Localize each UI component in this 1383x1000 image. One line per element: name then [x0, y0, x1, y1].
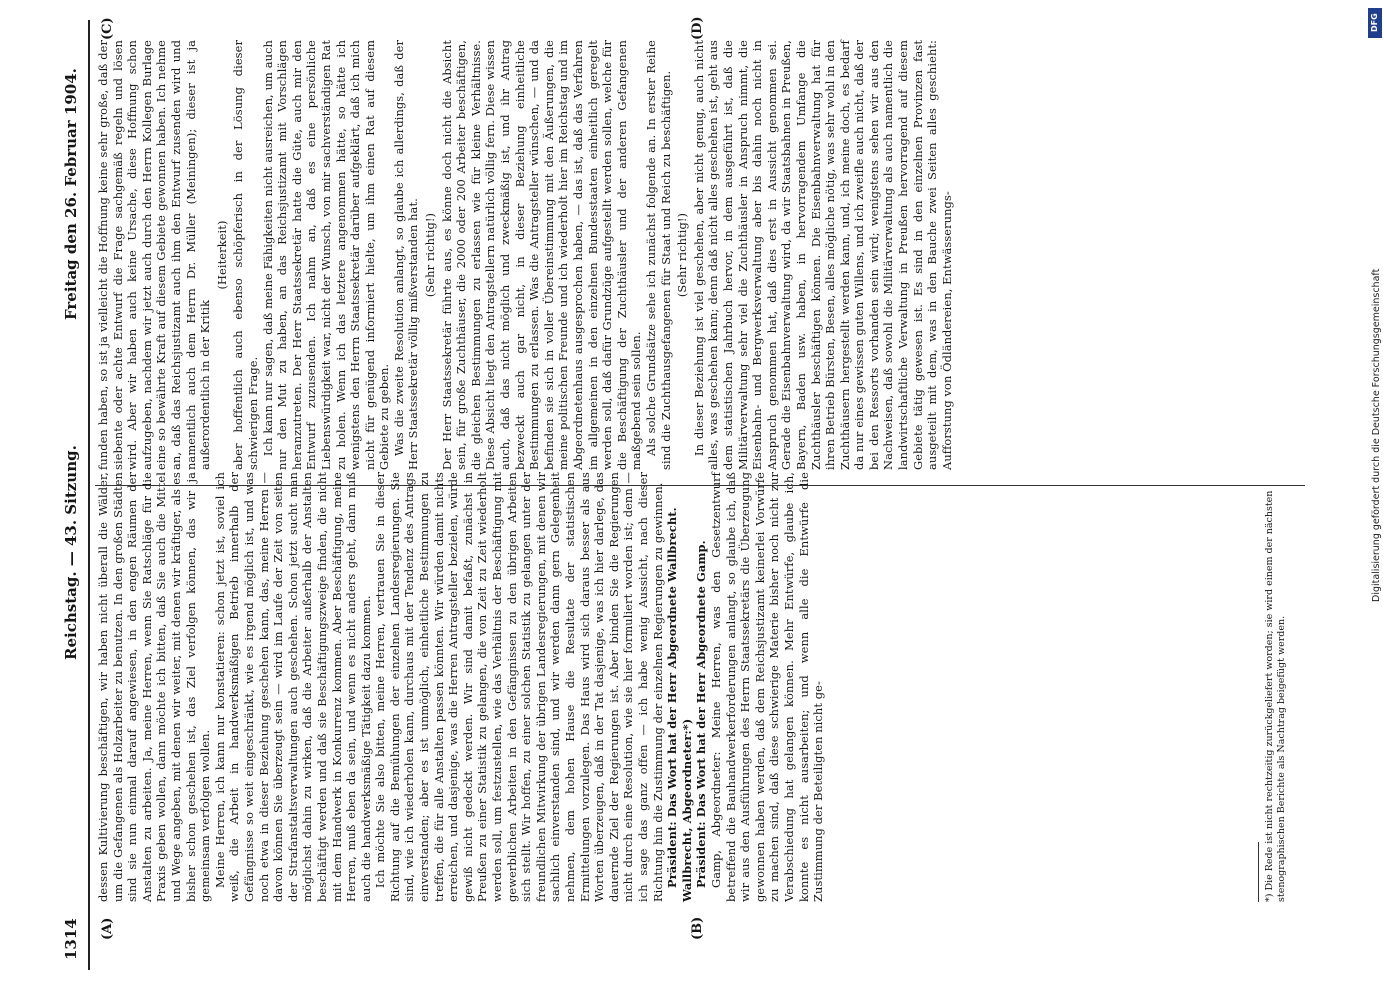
- dfg-logo: DFG: [1368, 8, 1382, 38]
- margin-marker-c: (C): [100, 17, 115, 40]
- footnote-rule: [1258, 842, 1259, 902]
- margin-marker-b: (B): [690, 916, 705, 940]
- dfg-notice: Digitalisierung gefördert durch die Deutsche Forschungsgemeinschaft: [1371, 268, 1382, 602]
- paragraph: Was die zweite Resolution anlangt, so glaube ich allerdings, daß der Herr Staatssekretär völlig mißverstanden hat.: [391, 40, 421, 470]
- footnote: *) Die Rede ist nicht rechtzeitig zurückgeliefert worden; sie wird einem der nächsten stenographischen Berichte als Nachtrag beigefügt werden.: [1264, 490, 1287, 902]
- column-divider: [95, 485, 1305, 486]
- paragraph: Als solche Grundsätze sehe ich zunächst folgende an. In erster Reihe sind die Zuchthausgefangenen für Staat und Reich zu beschäftigen.: [643, 40, 673, 470]
- paragraph: Ich kann nur sagen, daß meine Fähigkeiten nicht ausreichen, um auch nur den Mut zu haben, an das Reichsjustizamt mit Vorschlägen heranzutreten. Der Herr Staatssekretär hatte die Güte, auch mir den Entwurf zuzusenden. Ich nahm an, daß es eine persönliche Liebenswürdigkeit war, nicht der Wunsch, von mir sachverständigen Rat zu holen. Wenn ich das letztere angenommen hätte, so hätte ich wenigstens den Herrn Staatssekretär darüber aufgeklärt, daß ich mich nicht für genügend informiert hielte, um ihm einen Rat auf diesem Gebiete zu geben.: [260, 40, 392, 470]
- paragraph: Ich möchte Sie also bitten, meine Herren, vertrauen Sie in dieser Richtung auf die Bemühungen der einzelnen Landesregierungen. Sie sind, wie ich wiederholen kann, durchaus mit der Tendenz des Antrags einverstanden; aber es ist unmöglich, einheitliche Bestimmungen zu treffen, die für alle Anstalten passen könnten. Wir würden damit nichts erreichen, und dasjenige, was die Herren Antragsteller bezielen, würde gewiß nicht gedeckt werden. Wir sind damit befaßt, zunächst in Preußen zu einer Statistik zu gelangen, die von Zeit zu Zeit wiederholt werden soll, um festzustellen, wie das Verhältnis der Beschäftigung mit gewerblichen Arbeiten in den Gefängnissen zu den übrigen Arbeiten sich stellt. Wir hoffen, zu einer solchen Statistik zu gelangen unter der freundlichen Mitwirkung der übrigen Landesregierungen, mit denen wir sachlich einverstanden sind, und wir werden dann gern Gelegenheit nehmen, dem hohen Hause die Resultate der statistischen Ermittelungen vorzulegen. Das Haus wird sich daraus besser als aus Worten überzeugen, daß in der Tat dasjenige, was ich hier darlege, das dauernde Ziel der Regierungen ist. Aber binden Sie die Regierungen nicht durch eine Resolution, wie sie hier formuliert worden ist; denn — ich sage das ganz offen — ich habe wenig Aussicht, nach dieser Richtung hin die Zustimmung der einzelnen Regierungen zu gewinnen.: [373, 472, 665, 902]
- paragraph: dessen Kultivierung beschäftigen, wir haben nicht überall die Wälder, um die Gefangenen als Holzarbeiter zu benutzen. In den großen Städten sind sie nun einmal darauf angewiesen, in den engen Räumen der Anstalten zu arbeiten. Ja, meine Herren, wenn Sie Ratschläge für die Praxis geben wollen, dann möchte ich bitten, daß Sie auch die Mittel und Wege angeben, mit denen wir weiter, mit denen wir kräftiger, als es bisher schon geschehen ist, das Ziel verfolgen können, das wir ja gemeinsam verfolgen wollen.: [96, 472, 213, 902]
- interjection: (Heiterkeit): [214, 220, 229, 290]
- page-number: 1314: [62, 918, 80, 960]
- paragraph: aber hoffentlich auch ebenso schöpferisch in der Lösung dieser schwierigen Frage.: [231, 40, 260, 470]
- page-header: [62, 40, 84, 960]
- speaker-line: Präsident: Das Wort hat der Herr Abgeordnete Gamp.: [694, 540, 709, 888]
- right-text-column: [96, 40, 1276, 470]
- margin-marker-a: (A): [100, 917, 115, 940]
- margin-marker-d: (D): [690, 16, 705, 40]
- paragraph: In dieser Beziehung ist viel geschehen, aber nicht genug, auch nicht alles, was geschehen kann; denn daß nicht alles geschehen ist, geht aus dem statistischen Jahrbuch hervor, in dem ausgeführt ist, daß die Militärverwaltung sehr viel die Zuchthäusler in Anspruch nimmt, die Eisenbahn- und Bergwerksverwaltung aber bis dahin noch nicht in Anspruch genommen hat, daß dies erst in Aussicht genommen sei. Gerade die Eisenbahnverwaltung wird, da wir Staatsbahnen in Preußen, Bayern, Baden usw. haben, in hervorragendem Umfange die Zuchthäusler beschäftigen können. Die Eisenbahnverwaltung hat für ihren Betrieb Bürsten, Besen, alles mögliche nötig, was sehr wohl in den Zuchthäusern hergestellt werden kann, und, ich meine doch, es bedarf da nur eines gewissen guten Willens, und ich zweifle auch nicht, daß der bei den Ressorts vorhanden sein wird; wenigstens sehen wir aus den Nachweisen, daß sowohl die Militärverwaltung als auch namentlich die landwirtschaftliche Verwaltung in Preußen hervorragend auf diesem Gebiete tätig gewesen ist. Es sind in den einzelnen Provinzen fast ausgeteilt mit dem, was in den Bauche zwei Seiten alles geschieht: Aufforstung von Ödländereien, Entwässerungs-: [691, 40, 954, 470]
- session-title: Reichstag. — 43. Sitzung.: [62, 445, 80, 660]
- paragraph: Gamp, Abgeordneter: Meine Herren, was den Gesetzentwurf betreffend die Bauhandwerkerforderungen anlangt, so glaube ich, daß wir aus den Ausführungen des Herrn Staatssekretärs die Überzeugung gewonnen haben werden, daß dem Reichsjustizamt keinerlei Vorwürfe zu machen sind, daß diese schwierige Materie bisher noch nicht zur Verabschiedung hat gelangen können. Mehr Entwürfe, glaube ich, konnte es nicht ausarbeiten; und wenn alle die Entwürfe die Zustimmung der Beteiligten nicht ge-: [708, 472, 826, 902]
- header-rule: [88, 20, 90, 970]
- paragraph: funden haben, so ist ja vielleicht die Hoffnung keine sehr große, daß der siebente oder achte Entwurf die Frage sachgemäß regeln und lösen wird. Aber wir haben auch keine Ursache, diese Hoffnung schon aufzugeben, nachdem wir jetzt auch durch den Herrn Kollegen Burlage eine so bewährte Kraft auf diesem Gebiete gewonnen haben. Ich nehme an, daß das Reichsjustizamt auch ihm den Entwurf zusenden wird und namentlich auch dem Herrn Dr. Müller (Meiningen); dieser ist ja außerordentlich in der Kritik: [96, 40, 213, 470]
- speaker-line: Wallbrecht, Abgeordneter:*): [679, 718, 694, 902]
- paragraph: Der Herr Staatssekretär führte aus, es könne doch nicht die Absicht sein, für große Zuchthäuser, die 2000 oder 200 Arbeiter beschäftigen, die gleichen Bestimmungen zu erlassen wie für kleine Verhältnisse. Diese Absicht liegt den Antragstellern natürlich völlig fern. Diese wissen auch, daß das nicht möglich und zweckmäßig ist, und ihr Antrag bezweckt auch gar nicht, in dieser Beziehung einheitliche Bestimmungen zu erlassen. Was die Antragsteller wünschen, — und da befinden sie sich in voller Übereinstimmung mit den Äußerungen, die meine politischen Freunde und ich wiederholt hier im Reichstag und im Abgeordnetenhaus ausgesprochen haben, — das ist, daß das Verfahren im allgemeinen in den einzelnen Bundesstaaten einheitlich geregelt werden soll, daß dafür Grundzüge aufgestellt werden sollen, welche für die Beschäftigung der Zuchthäusler und der anderen Gefangenen maßgebend sein sollen.: [439, 40, 644, 470]
- interjection: (Sehr richtig!): [423, 212, 438, 298]
- session-date: Freitag den 26. Februar 1904.: [62, 68, 80, 320]
- interjection: (Sehr richtig!): [675, 212, 690, 298]
- paragraph: Meine Herren, ich kann nur konstatieren: schon jetzt ist, soviel ich weiß, die Arbeit in handwerksmäßigen Betrieb innerhalb der Gefängnisse so weit eingeschränkt, wie es irgend möglich ist, und was noch etwa in dieser Beziehung geschehen kann, das, meine Herren — davon können Sie überzeugt sein — wird im Laufe der Zeit von seiten der Strafanstaltsverwaltungen auch geschehen. Schon jetzt sucht man möglichst dahin zu wirken, daß die Arbeiter außerhalb der Anstalten beschäftigt werden und daß sie Beschäftigungszweige finden, die nicht mit dem Handwerk in Konkurrenz kommen. Aber Beschäftigung, meine Herren, muß eben da sein, und wenn es nicht anders geht, dann muß auch die handwerksmäßige Tätigkeit dazu kommen.: [212, 472, 373, 902]
- speaker-line: Präsident: Das Wort hat der Herr Abgeordnete Wallbrecht.: [665, 507, 680, 888]
- left-text-column: [96, 472, 1276, 902]
